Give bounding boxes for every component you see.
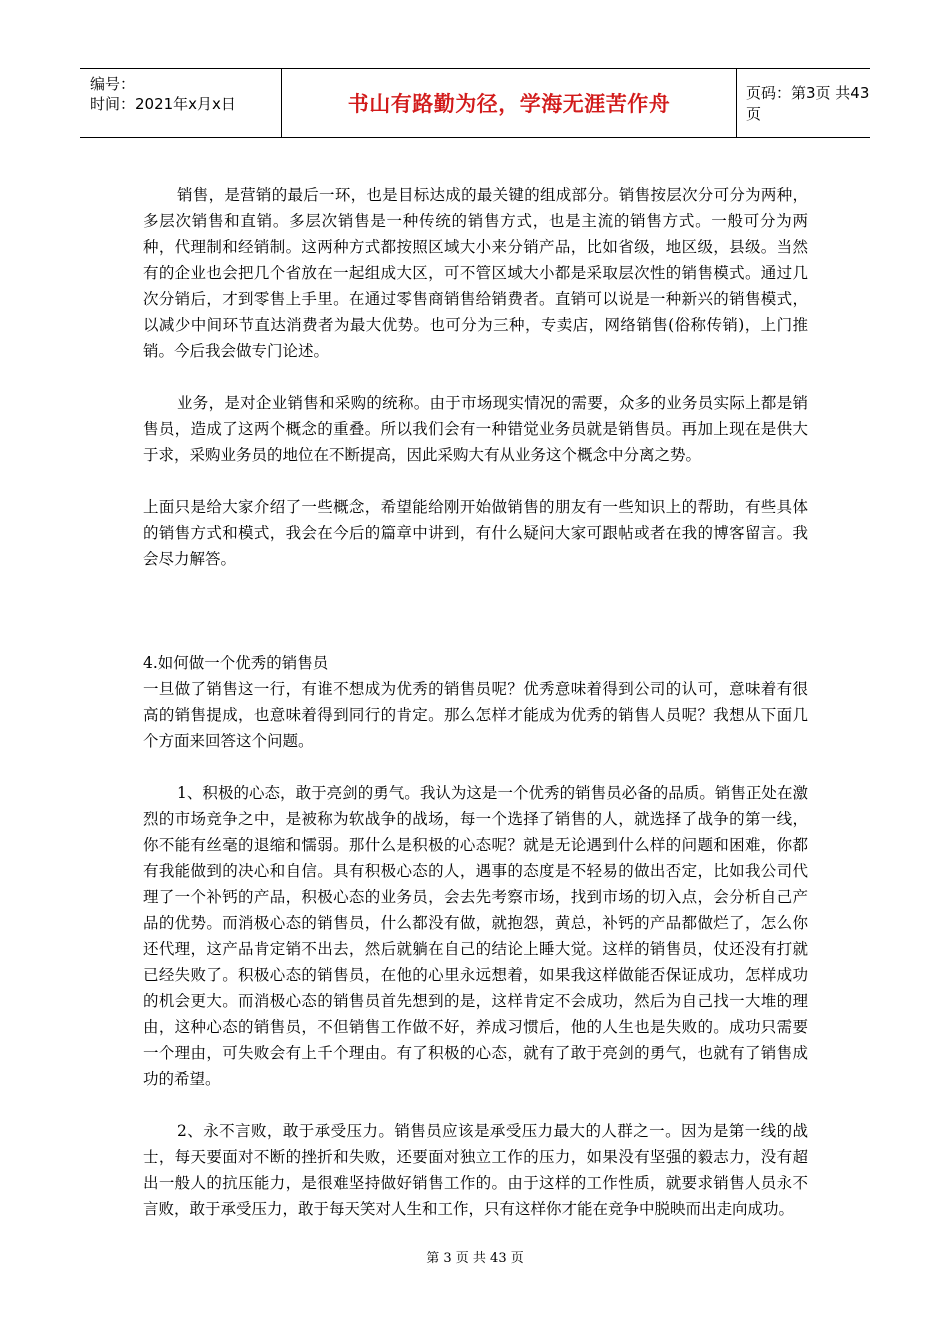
paragraph-point-1: 1、积极的心态，敢于亮剑的勇气。我认为这是一个优秀的销售员必备的品质。销售正处在激烈的市场竞争之中，是被称为软战争的战场，每一个选择了销售的人，就选择了战争的第一线，你不能有丝毫的退缩和懦弱。那什么是积极的心态呢？就是无论遇到什么样的问题和困难，你都有我能做到的决心和自信。具有积极心态的人，遇事的态度是不轻易的做出否定，比如我公司代理了一个补钙的产品，积极心态的业务员，会去先考察市场，找到市场的切入点，会分析自己产品的优势。而消极心态的销售员，什么都没有做，就抱怨，黄总，补钙的产品都做烂了，怎么你还代理，这产品肯定销不出去，然后就躺在自己的结论上睡大觉。这样的销售员，仗还没有打就已经失败了。积极心态的销售员，在他的心里永远想着，如果我这样做能否保证成功，怎样成功的机会更大。而消极心态的销售员首先想到的是，这样肯定不会成功，然后为自己找一大堆的理由，这种心态的销售员，不但销售工作做不好，养成习惯后，他的人生也是失败的。成功只需要一个理由，可失败会有上千个理由。有了积极的心态，就有了敢于亮剑的勇气，也就有了销售成功的希望。	[143, 784, 808, 1088]
paragraph-intro: 一旦做了销售这一行，有谁不想成为优秀的销售员呢？优秀意味着得到公司的认可，意味着有很高的销售提成，也意味着得到同行的肯定。那么怎样才能成为优秀的销售人员呢？我想从下面几个方面来回答这个问题。	[143, 680, 808, 750]
page-footer: 第 3 页 共 43 页	[426, 1251, 524, 1266]
paragraph-business: 业务，是对企业销售和采购的统称。由于市场现实情况的需要，众多的业务员实际上都是销售员，造成了这两个概念的重叠。所以我们会有一种错觉业务员就是销售员。再加上现在是供大于求，采购业务员的地位在不断提高，因此采购大有从业务这个概念中分离之势。	[143, 394, 808, 464]
paragraph-summary: 上面只是给大家介绍了一些概念，希望能给刚开始做销售的朋友有一些知识上的帮助，有些具体的销售方式和模式，我会在今后的篇章中讲到，有什么疑问大家可跟帖或者在我的博客留言。我会尽力解答。	[143, 498, 808, 568]
header-meta	[80, 69, 282, 137]
header-motto: 书山有路勤为径，学海无涯苦作舟	[282, 69, 737, 137]
section-title: 4.如何做一个优秀的销售员	[143, 654, 329, 672]
time-label: 时间：2021年x月x日	[90, 95, 236, 113]
header-page-info: 页码：第3页 共43页	[746, 84, 870, 123]
paragraph-point-2: 2、永不言败，敢于承受压力。销售员应该是承受压力最大的人群之一。因为是第一线的战士，每天要面对不断的挫折和失败，还要面对独立工作的压力，如果没有坚强的毅志力，没有超出一般人的抗压能力，是很难坚持做好销售工作的。由于这样的工作性质，就要求销售人员永不言败，敢于承受压力，敢于每天笑对人生和工作，只有这样你才能在竞争中脱映而出走向成功。	[143, 1122, 808, 1218]
page-header	[80, 68, 870, 138]
document-body	[143, 182, 808, 1222]
paragraph-sales: 销售，是营销的最后一环，也是目标达成的最关键的组成部分。销售按层次分可分为两种，多层次销售和直销。多层次销售是一种传统的销售方式，也是主流的销售方式。一般可分为两种，代理制和经销制。这两种方式都按照区域大小来分销产品，比如省级，地区级，县级。当然有的企业也会把几个省放在一起组成大区，可不管区域大小都是采取层次性的销售模式。通过几次分销后，才到零售上手里。在通过零售商销售给销费者。直销可以说是一种新兴的销售模式，以减少中间环节直达消费者为最大优势。也可分为三种，专卖店，网络销售(俗称传销)，上门推销。今后我会做专门论述。	[143, 186, 808, 360]
number-label: 编号：	[90, 75, 136, 93]
